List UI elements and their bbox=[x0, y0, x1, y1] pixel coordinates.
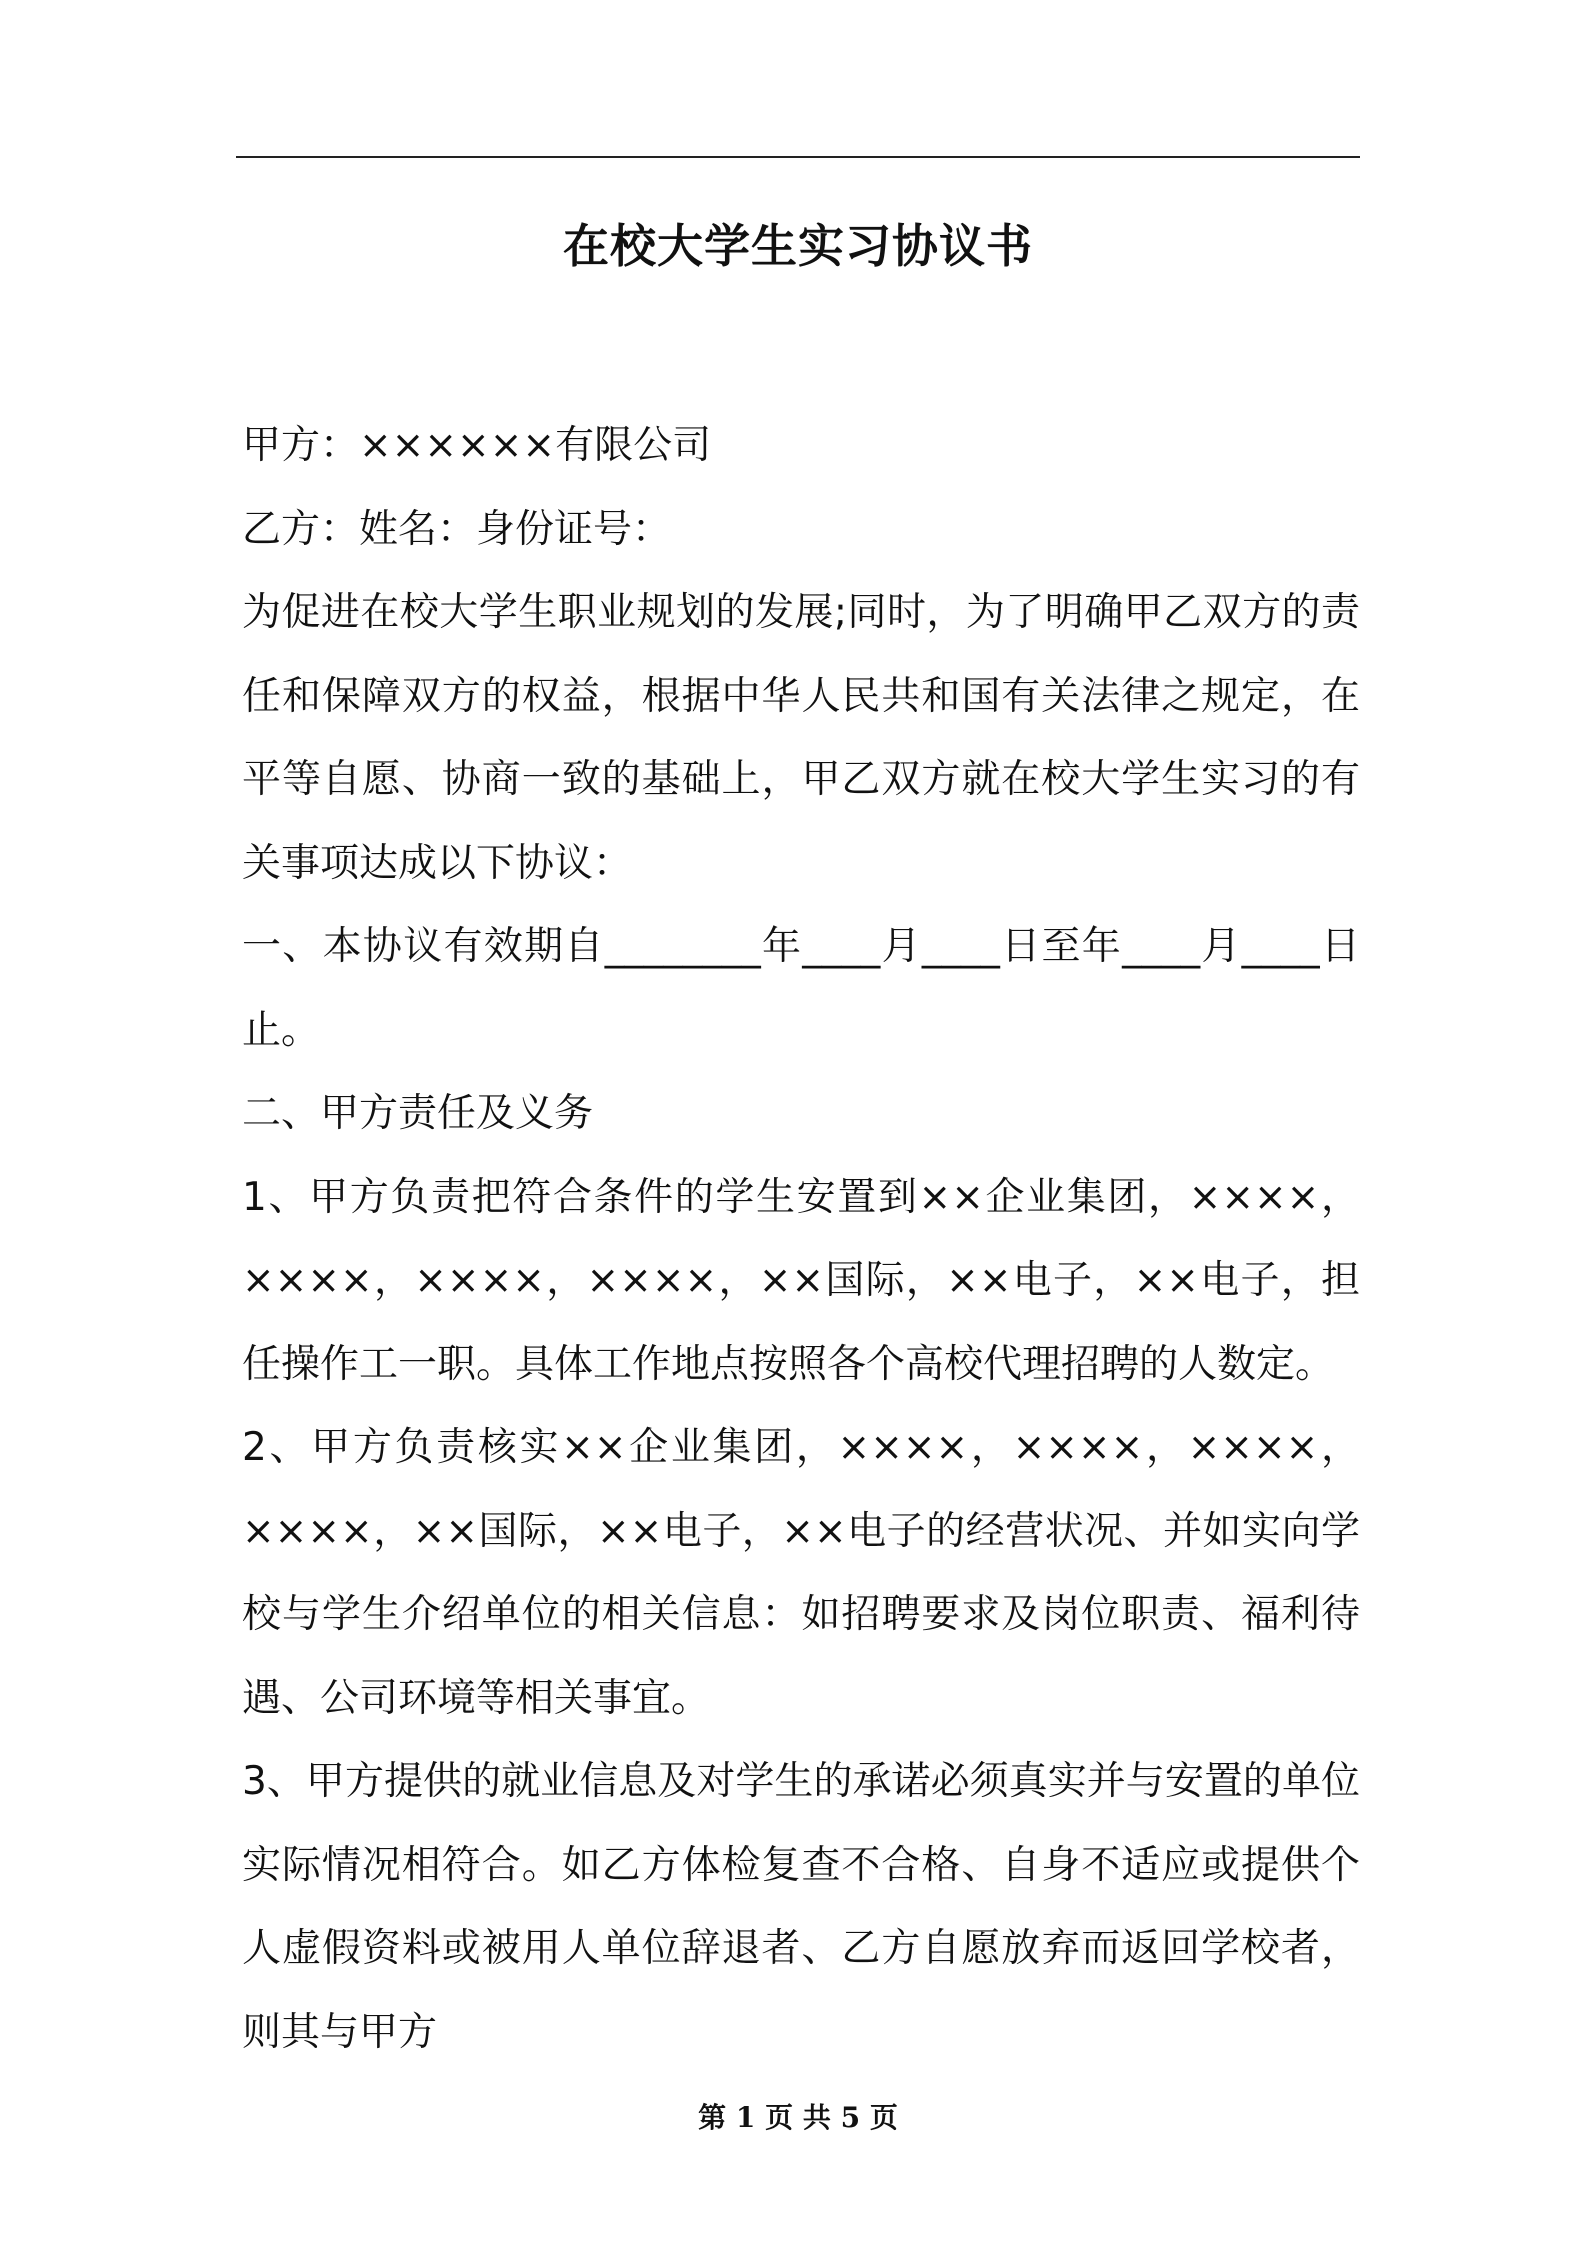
document-title: 在校大学生实习协议书 bbox=[563, 219, 1033, 273]
clause-1-validity: 一、本协议有效期自________年____月____日至年____月____日止。 bbox=[242, 924, 1360, 1053]
section-heading-party-a-duties: 二、甲方责任及义务 bbox=[242, 1091, 594, 1136]
duty-item-1: 1、甲方负责把符合条件的学生安置到××企业集团，××××，××××，××××，××××，××国际，××电子，××电子，担任操作工一职。具体工作地点按照各个高校代理招聘的人数定。 bbox=[242, 1174, 1360, 1387]
party-b-line: 乙方：姓名：身份证号： bbox=[242, 506, 672, 552]
document-body bbox=[242, 404, 1360, 2074]
duty-item-3: 3、甲方提供的就业信息及对学生的承诺必须真实并与安置的单位实际情况相符合。如乙方体检复查不合格、自身不适应或提供个人虚假资料或被用人单位辞退者、乙方自愿放弃而返回学校者，则其与甲方 bbox=[242, 1759, 1360, 2055]
duty-item-2: 2、甲方负责核实××企业集团，××××，××××，××××，××××，××国际，××电子，××电子的经营状况、并如实向学校与学生介绍单位的相关信息：如招聘要求及岗位职责、福利待遇、公司环境等相关事宜。 bbox=[242, 1425, 1360, 1721]
page-footer: 第 1 页 共 5 页 bbox=[698, 2101, 898, 2134]
preamble-paragraph: 为促进在校大学生职业规划的发展;同时，为了明确甲乙双方的责任和保障双方的权益，根据中华人民共和国有关法律之规定，在平等自愿、协商一致的基础上，甲乙双方就在校大学生实习的有关事项达成以下协议： bbox=[242, 590, 1360, 886]
party-a-line: 甲方：××××××有限公司 bbox=[242, 423, 712, 468]
header-rule bbox=[236, 156, 1360, 158]
